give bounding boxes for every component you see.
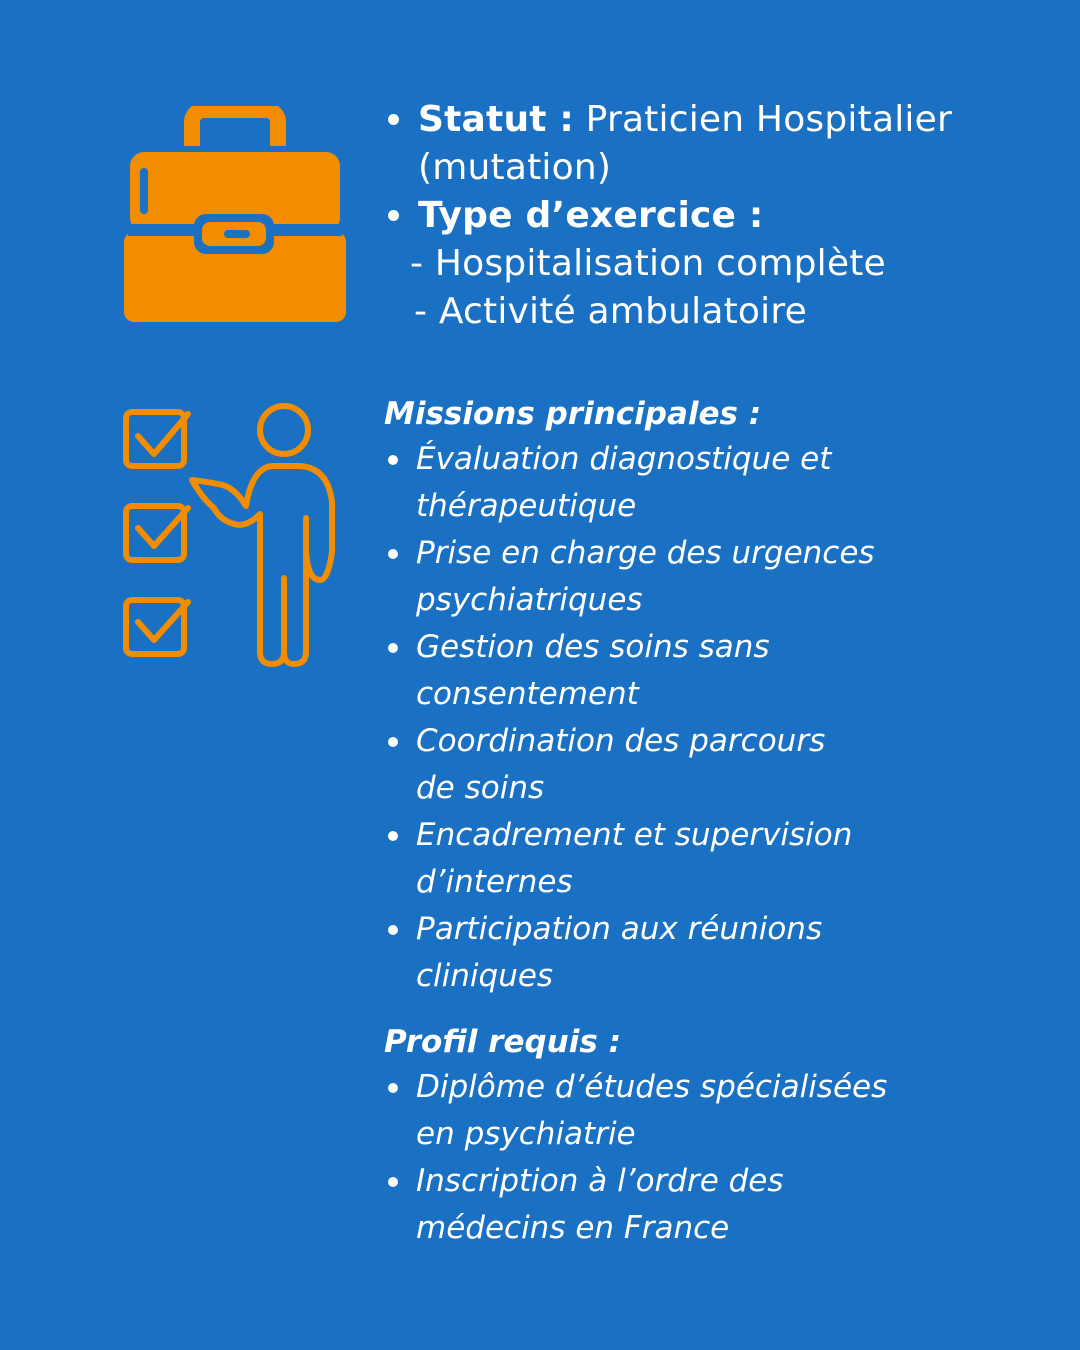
statut-label: Statut : bbox=[418, 99, 575, 140]
list-item-text: en psychiatrie bbox=[416, 1116, 636, 1152]
list-item-text: psychiatriques bbox=[416, 582, 643, 618]
statut-value-continuation: (mutation) bbox=[418, 147, 612, 188]
list-item-text: Gestion des soins sans bbox=[416, 629, 770, 665]
profil-section bbox=[384, 1020, 1044, 1252]
list-item-text: Évaluation diagnostique et bbox=[416, 441, 832, 477]
bullet bbox=[388, 210, 399, 221]
list-item bbox=[384, 718, 1044, 812]
list-item-text: médecins en France bbox=[416, 1210, 730, 1246]
missions-list bbox=[384, 436, 1044, 1000]
list-item-text: Diplôme d’études spécialisées bbox=[416, 1069, 888, 1105]
list-item-text: Encadrement et supervision bbox=[416, 817, 853, 853]
type-row bbox=[384, 192, 1044, 240]
bullet bbox=[388, 737, 398, 747]
statut-value: Praticien Hospitalier bbox=[585, 99, 952, 140]
bullet bbox=[388, 925, 398, 935]
list-item-text: cliniques bbox=[416, 958, 554, 994]
list-item bbox=[384, 624, 1044, 718]
bullet bbox=[388, 1177, 398, 1187]
missions-section bbox=[384, 392, 1044, 1000]
list-item bbox=[384, 436, 1044, 530]
bullet bbox=[388, 1083, 398, 1093]
profil-heading: Profil requis : bbox=[384, 1024, 622, 1060]
list-item bbox=[384, 530, 1044, 624]
type-label: Type d’exercice : bbox=[418, 195, 764, 236]
list-item bbox=[384, 906, 1044, 1000]
missions-heading: Missions principales : bbox=[384, 396, 762, 432]
list-item-text: d’internes bbox=[416, 864, 573, 900]
list-item bbox=[384, 1158, 1044, 1252]
list-item-text: Prise en charge des urgences bbox=[416, 535, 875, 571]
list-item-text: Inscription à l’ordre des bbox=[416, 1163, 784, 1199]
list-item-text: consentement bbox=[416, 676, 639, 712]
list-item-text: de soins bbox=[416, 770, 545, 806]
presenter-checklist-icon bbox=[122, 402, 347, 668]
bullet bbox=[388, 114, 399, 125]
profil-list bbox=[384, 1064, 1044, 1252]
list-item-text: Participation aux réunions bbox=[416, 911, 823, 947]
bullet bbox=[388, 831, 398, 841]
bullet bbox=[388, 455, 398, 465]
list-item-text: thérapeutique bbox=[416, 488, 637, 524]
list-item bbox=[384, 1064, 1044, 1158]
list-item-text: Coordination des parcours bbox=[416, 723, 826, 759]
type-item: - Hospitalisation complète bbox=[410, 243, 886, 284]
statut-row bbox=[384, 96, 1044, 144]
type-item: - Activité ambulatoire bbox=[414, 291, 807, 332]
bullet bbox=[388, 643, 398, 653]
status-section bbox=[384, 96, 1044, 336]
list-item bbox=[384, 812, 1044, 906]
briefcase-icon bbox=[122, 106, 348, 324]
bullet bbox=[388, 549, 398, 559]
